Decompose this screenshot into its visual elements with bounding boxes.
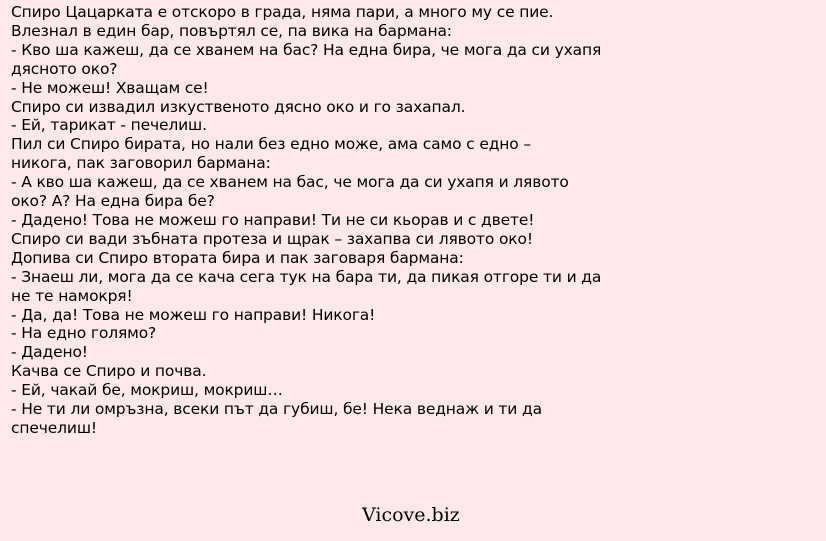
joke-line: Влезнал в един бар, повъртял се, па вика на бармана: <box>11 21 452 40</box>
joke-line: - Не можеш! Хващам се! <box>11 78 209 97</box>
joke-line: Пил си Спиро бирата, но нали без едно може, ама само с едно – <box>11 135 531 154</box>
joke-line: - Знаеш ли, мога да се кача сега тук на бара ти, да пикая отгоре ти и да <box>11 267 602 286</box>
joke-text <box>11 3 816 438</box>
joke-line: Спиро си извадил изкуственото дясно око и го захапал. <box>11 97 466 116</box>
joke-line: спечелиш! <box>11 418 97 437</box>
joke-line: Спиро Цацарката е отскоро в града, няма пари, а много му се пие. <box>11 3 554 21</box>
joke-line: - Ей, чакай бе, мокриш, мокриш… <box>11 381 283 400</box>
site-watermark: Vicove.biz <box>362 504 460 526</box>
joke-line: Допива си Спиро втората бира и пак заговаря бармана: <box>11 248 464 267</box>
joke-line: Спиро си вади зъбната протеза и щрак – захапва си лявото око! <box>11 229 533 248</box>
joke-line: око? А? На една бира бе? <box>11 192 215 211</box>
joke-line: - Не ти ли омръзна, всеки път да губиш, бе! Нека веднаж и ти да <box>11 400 542 419</box>
joke-line: никога, пак заговорил бармана: <box>11 154 271 173</box>
joke-line: - Дадено! <box>11 343 88 362</box>
joke-line: - Ей, тарикат - печелиш. <box>11 116 207 135</box>
joke-line: - Да, да! Това не можеш го направи! Никога! <box>11 305 376 324</box>
joke-line: - Кво ша кажеш, да се хванем на бас? На една бира, че мога да си ухапя <box>11 40 602 59</box>
joke-line: Качва се Спиро и почва. <box>11 362 207 381</box>
joke-line: дясното око? <box>11 59 118 78</box>
joke-line: не те намокря! <box>11 286 133 305</box>
joke-line: - Дадено! Това не можеш го направи! Ти не си кьорав и с двете! <box>11 210 535 229</box>
joke-line: - А кво ша кажеш, да се хванем на бас, че мога да си ухапя и лявото <box>11 173 569 192</box>
joke-line: - На едно голямо? <box>11 324 157 343</box>
